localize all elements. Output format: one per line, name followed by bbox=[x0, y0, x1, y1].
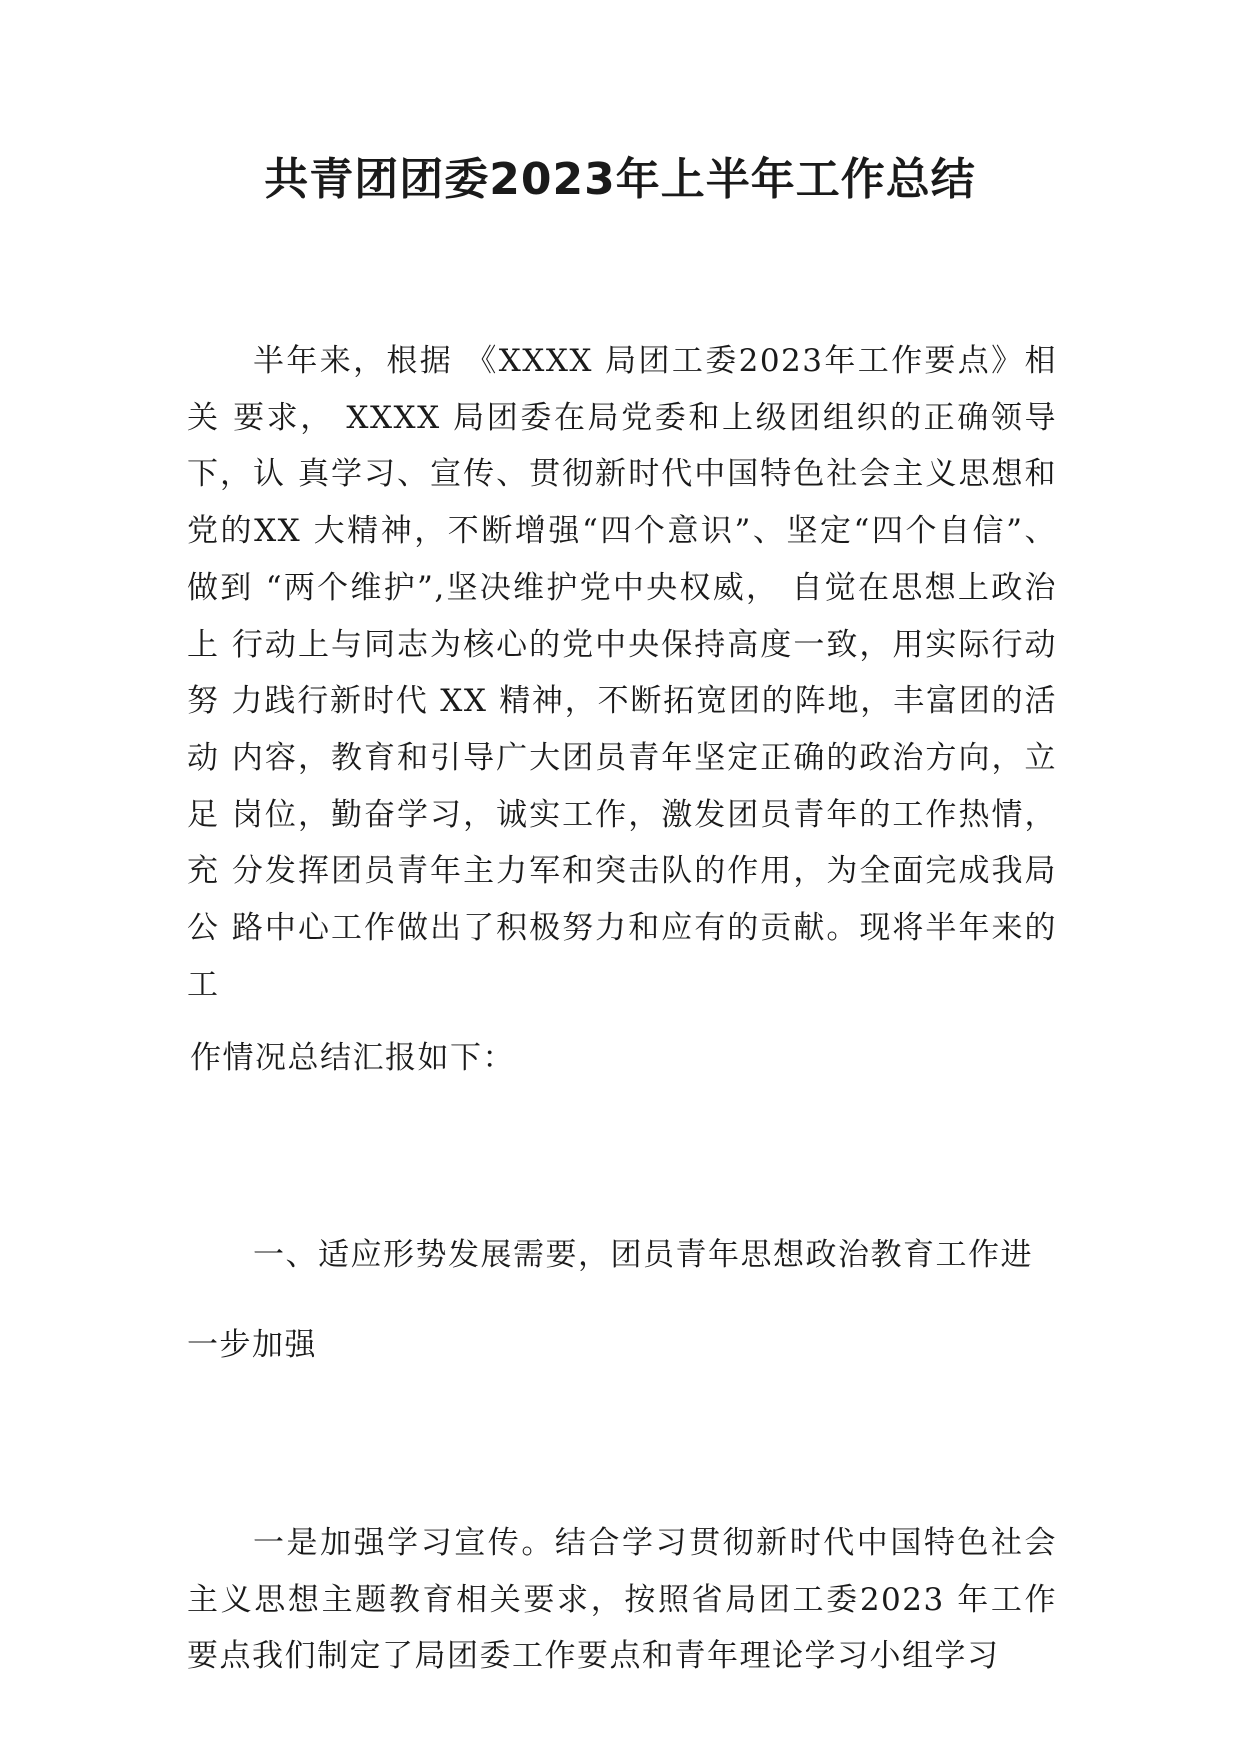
intro-paragraph: 半年来，根据 《XXXX 局团工委2023年工作要点》相关 要求， XXXX 局团委在局党委和上级团组织的正确领导下，认 真学习、宣传、贯彻新时代中国特色社会主义思想和党的XX 大精神，不断增强“四个意识”、坚定“四个自信”、做到 “两个维护”,坚决维护党中央权威， 自觉在思想上政治上 行动上与同志为核心的党中央保持高度一致，用实际行动努 力践行新时代 XX 精神，不断拓宽团的阵地，丰富团的活动 内容，教育和引导广大团员青年坚定正确的政治方向，立足 岗位，勤奋学习，诚实工作，激发团员青年的工作热情，充 分发挥团员青年主力军和突击队的作用，为全面完成我局公 路中心工作做出了积极努力和应有的贡献。现将半年来的工 bbox=[187, 343, 1057, 1003]
point-one-paragraph: 一是加强学习宣传。结合学习贯彻新时代中国特色社会主义思想主题教育相关要求，按照省局团工委2023 年工作 要点我们制定了局团委工作要点和青年理论学习小组学习 bbox=[187, 1525, 1057, 1675]
document-title: 共青团团委2023年上半年工作总结 bbox=[264, 154, 976, 205]
intro-paragraph-tail: 作情况总结汇报如下： bbox=[190, 1040, 515, 1076]
section-heading-one: 一、适应形势发展需要，团员青年思想政治教育工作进 bbox=[253, 1237, 1033, 1273]
section-heading-one-tail: 一步加强 bbox=[187, 1327, 317, 1363]
